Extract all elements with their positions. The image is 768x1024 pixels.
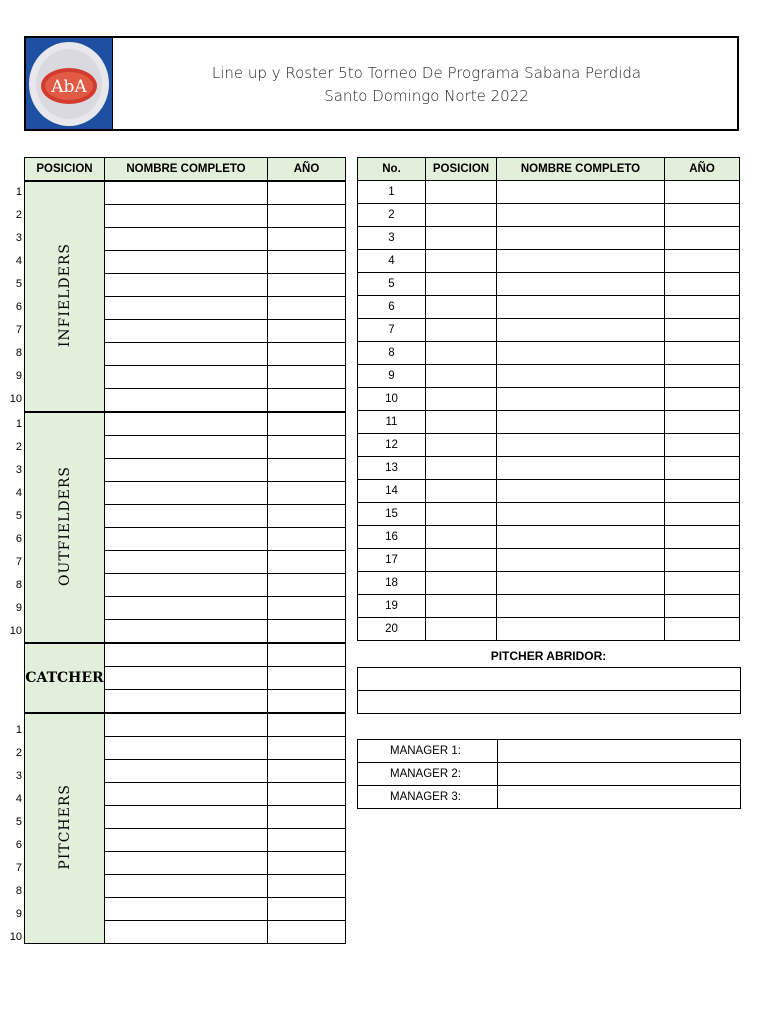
group-label-catcher [25, 643, 105, 713]
nombre-completo-cell[interactable] [105, 898, 268, 921]
roster-number: 11 [358, 411, 426, 434]
ano-cell[interactable] [268, 597, 346, 620]
posicion-cell[interactable] [426, 503, 497, 526]
roster-row [358, 526, 740, 549]
roster-number: 13 [358, 457, 426, 480]
ano-cell[interactable] [268, 320, 346, 343]
posicion-cell[interactable] [426, 342, 497, 365]
lineup-row [25, 181, 346, 205]
row-number: 2 [15, 747, 22, 759]
row-number: 4 [15, 793, 22, 805]
nombre-completo-cell[interactable] [497, 250, 665, 273]
ano-cell[interactable] [268, 574, 346, 597]
posicion-cell[interactable] [426, 526, 497, 549]
nombre-completo-cell[interactable] [105, 389, 268, 413]
ano-cell[interactable] [268, 412, 346, 436]
row-number: 4 [15, 255, 22, 267]
roster-number: 4 [358, 250, 426, 273]
posicion-cell[interactable] [426, 250, 497, 273]
posicion-cell[interactable] [426, 181, 497, 204]
nombre-completo-cell[interactable] [497, 618, 665, 641]
ano-cell[interactable] [665, 388, 740, 411]
ano-cell[interactable] [268, 228, 346, 251]
ano-cell[interactable] [665, 181, 740, 204]
ano-cell[interactable] [665, 618, 740, 641]
nombre-completo-cell[interactable] [497, 319, 665, 342]
header-nombre-completo: NOMBRE COMPLETO [497, 158, 665, 181]
manager-field[interactable] [498, 740, 741, 763]
ano-cell[interactable] [665, 572, 740, 595]
ano-cell[interactable] [268, 551, 346, 574]
row-number: 2 [15, 209, 22, 221]
nombre-completo-cell[interactable] [105, 875, 268, 898]
group-label-text: CATCHER [25, 670, 104, 686]
nombre-completo-cell[interactable] [105, 297, 268, 320]
ano-cell[interactable] [268, 737, 346, 760]
logo-text: AbA [51, 77, 87, 97]
row-number: 9 [15, 602, 22, 614]
row-number: 5 [15, 510, 22, 522]
posicion-cell[interactable] [426, 365, 497, 388]
ano-cell[interactable] [268, 829, 346, 852]
nombre-completo-cell[interactable] [105, 251, 268, 274]
roster-number: 2 [358, 204, 426, 227]
nombre-completo-cell[interactable] [105, 366, 268, 389]
nombre-completo-cell[interactable] [105, 459, 268, 482]
posicion-cell[interactable] [426, 572, 497, 595]
nombre-completo-cell[interactable] [105, 343, 268, 366]
lineup-row [25, 412, 346, 436]
ano-cell[interactable] [665, 204, 740, 227]
nombre-completo-cell[interactable] [105, 574, 268, 597]
ano-cell[interactable] [268, 343, 346, 366]
row-number: 6 [15, 301, 22, 313]
document-title [116, 62, 737, 108]
roster-row [358, 595, 740, 618]
manager-field[interactable] [498, 763, 741, 786]
header-posicion: POSICION [25, 158, 105, 182]
roster-table [357, 157, 740, 641]
posicion-cell[interactable] [426, 480, 497, 503]
roster-number: 20 [358, 618, 426, 641]
nombre-completo-cell[interactable] [105, 412, 268, 436]
group-label-text: PITCHERS [56, 784, 73, 870]
nombre-completo-cell[interactable] [105, 921, 268, 944]
nombre-completo-cell[interactable] [105, 551, 268, 574]
posicion-cell[interactable] [426, 595, 497, 618]
manager-label: MANAGER 2: [358, 763, 498, 786]
posicion-cell[interactable] [426, 388, 497, 411]
nombre-completo-cell[interactable] [105, 737, 268, 760]
roster-number: 3 [358, 227, 426, 250]
roster-row [358, 181, 740, 204]
posicion-cell[interactable] [426, 319, 497, 342]
ano-cell[interactable] [268, 898, 346, 921]
nombre-completo-cell[interactable] [105, 667, 268, 690]
roster-number: 5 [358, 273, 426, 296]
aba-logo [26, 38, 113, 129]
row-number: 9 [15, 370, 22, 382]
ano-cell[interactable] [268, 620, 346, 644]
ano-cell[interactable] [665, 457, 740, 480]
managers-table [357, 739, 741, 809]
nombre-completo-cell[interactable] [105, 620, 268, 644]
posicion-cell[interactable] [426, 411, 497, 434]
lineup-table [24, 157, 346, 944]
roster-row [358, 319, 740, 342]
roster-number: 18 [358, 572, 426, 595]
roster-number: 14 [358, 480, 426, 503]
ano-cell[interactable] [665, 595, 740, 618]
ano-cell[interactable] [665, 411, 740, 434]
ano-cell[interactable] [268, 713, 346, 737]
roster-row [358, 434, 740, 457]
document-header [24, 36, 739, 131]
ano-cell[interactable] [268, 205, 346, 228]
ano-cell[interactable] [268, 690, 346, 714]
ano-cell[interactable] [268, 366, 346, 389]
nombre-completo-cell[interactable] [497, 503, 665, 526]
roster-row [358, 480, 740, 503]
nombre-completo-cell[interactable] [497, 204, 665, 227]
manager-label: MANAGER 3: [358, 786, 498, 809]
nombre-completo-cell[interactable] [497, 342, 665, 365]
ano-cell[interactable] [268, 643, 346, 667]
nombre-completo-cell[interactable] [105, 205, 268, 228]
nombre-completo-cell[interactable] [105, 528, 268, 551]
roster-row [358, 572, 740, 595]
pitcher-abridor-table [357, 667, 741, 714]
row-number: 7 [15, 324, 22, 336]
row-number: 8 [15, 347, 22, 359]
roster-row [358, 411, 740, 434]
group-label-infielders [25, 181, 105, 412]
roster-number: 6 [358, 296, 426, 319]
nombre-completo-cell[interactable] [497, 181, 665, 204]
ano-cell[interactable] [665, 480, 740, 503]
nombre-completo-cell[interactable] [497, 526, 665, 549]
nombre-completo-cell[interactable] [105, 783, 268, 806]
header-posicion: POSICION [426, 158, 497, 181]
nombre-completo-cell[interactable] [497, 388, 665, 411]
manager-field[interactable] [498, 786, 741, 809]
ano-cell[interactable] [268, 528, 346, 551]
nombre-completo-cell[interactable] [497, 365, 665, 388]
roster-row [358, 618, 740, 641]
ano-cell[interactable] [268, 297, 346, 320]
ano-cell[interactable] [665, 227, 740, 250]
roster-number: 12 [358, 434, 426, 457]
header-ano: AÑO [665, 158, 740, 181]
manager-label: MANAGER 1: [358, 740, 498, 763]
row-number: 10 [9, 931, 22, 943]
nombre-completo-cell[interactable] [105, 643, 268, 667]
row-number: 1 [15, 418, 22, 430]
row-number: 7 [15, 556, 22, 568]
pitcher-abridor-field[interactable] [358, 691, 741, 714]
row-number: 6 [15, 839, 22, 851]
roster-row [358, 457, 740, 480]
row-number: 8 [15, 885, 22, 897]
ano-cell[interactable] [268, 251, 346, 274]
row-number: 5 [15, 816, 22, 828]
row-number: 5 [15, 278, 22, 290]
roster-row [358, 250, 740, 273]
row-number: 6 [15, 533, 22, 545]
lineup-row [25, 643, 346, 667]
group-label-text: OUTFIELDERS [56, 466, 73, 586]
nombre-completo-cell[interactable] [497, 273, 665, 296]
group-label-outfielders [25, 412, 105, 643]
title-line-1: Line up y Roster 5to Torneo De Programa Sabana Perdida [211, 64, 642, 82]
posicion-cell[interactable] [426, 618, 497, 641]
ano-cell[interactable] [268, 667, 346, 690]
ano-cell[interactable] [268, 875, 346, 898]
row-number: 8 [15, 579, 22, 591]
group-label-pitchers [25, 713, 105, 944]
nombre-completo-cell[interactable] [105, 713, 268, 737]
nombre-completo-cell[interactable] [105, 505, 268, 528]
posicion-cell[interactable] [426, 204, 497, 227]
ano-cell[interactable] [665, 365, 740, 388]
ano-cell[interactable] [268, 459, 346, 482]
row-number: 9 [15, 908, 22, 920]
ano-cell[interactable] [665, 273, 740, 296]
posicion-cell[interactable] [426, 273, 497, 296]
ano-cell[interactable] [268, 783, 346, 806]
roster-row [358, 227, 740, 250]
roster-row [358, 549, 740, 572]
header-ano: AÑO [268, 158, 346, 182]
roster-number: 15 [358, 503, 426, 526]
posicion-cell[interactable] [426, 227, 497, 250]
row-number: 2 [15, 441, 22, 453]
nombre-completo-cell[interactable] [105, 760, 268, 783]
ano-cell[interactable] [268, 389, 346, 413]
nombre-completo-cell[interactable] [497, 595, 665, 618]
roster-row [358, 342, 740, 365]
posicion-cell[interactable] [426, 549, 497, 572]
nombre-completo-cell[interactable] [105, 274, 268, 297]
group-label-text: INFIELDERS [56, 242, 73, 348]
row-number: 10 [9, 393, 22, 405]
nombre-completo-cell[interactable] [497, 457, 665, 480]
roster-number: 16 [358, 526, 426, 549]
nombre-completo-cell[interactable] [105, 829, 268, 852]
nombre-completo-cell[interactable] [105, 181, 268, 205]
ano-cell[interactable] [665, 549, 740, 572]
ano-cell[interactable] [665, 434, 740, 457]
ano-cell[interactable] [268, 274, 346, 297]
roster-number: 9 [358, 365, 426, 388]
nombre-completo-cell[interactable] [105, 852, 268, 875]
nombre-completo-cell[interactable] [105, 436, 268, 459]
ano-cell[interactable] [268, 852, 346, 875]
posicion-cell[interactable] [426, 434, 497, 457]
ano-cell[interactable] [268, 482, 346, 505]
nombre-completo-cell[interactable] [105, 482, 268, 505]
roster-row [358, 204, 740, 227]
roster-row [358, 503, 740, 526]
row-number: 7 [15, 862, 22, 874]
roster-number: 8 [358, 342, 426, 365]
roster-number: 1 [358, 181, 426, 204]
ano-cell[interactable] [268, 181, 346, 205]
row-number: 3 [15, 464, 22, 476]
nombre-completo-cell[interactable] [497, 434, 665, 457]
roster-row [358, 388, 740, 411]
ano-cell[interactable] [268, 760, 346, 783]
ano-cell[interactable] [665, 250, 740, 273]
ano-cell[interactable] [665, 526, 740, 549]
nombre-completo-cell[interactable] [497, 227, 665, 250]
row-number: 1 [15, 724, 22, 736]
pitcher-abridor-label: PITCHER ABRIDOR: [490, 649, 607, 663]
roster-number: 17 [358, 549, 426, 572]
roster-number: 10 [358, 388, 426, 411]
row-number: 3 [15, 770, 22, 782]
nombre-completo-cell[interactable] [105, 597, 268, 620]
pitcher-abridor-field[interactable] [358, 668, 741, 691]
row-number: 3 [15, 232, 22, 244]
nombre-completo-cell[interactable] [497, 411, 665, 434]
posicion-cell[interactable] [426, 457, 497, 480]
roster-row [358, 296, 740, 319]
roster-number: 19 [358, 595, 426, 618]
nombre-completo-cell[interactable] [497, 296, 665, 319]
header-nombre-completo: NOMBRE COMPLETO [105, 158, 268, 182]
row-number: 4 [15, 487, 22, 499]
ano-cell[interactable] [268, 921, 346, 944]
roster-row [358, 365, 740, 388]
nombre-completo-cell[interactable] [497, 549, 665, 572]
nombre-completo-cell[interactable] [105, 690, 268, 714]
ano-cell[interactable] [268, 436, 346, 459]
nombre-completo-cell[interactable] [105, 806, 268, 829]
header-no: No. [358, 158, 426, 181]
nombre-completo-cell[interactable] [105, 320, 268, 343]
row-number: 1 [15, 186, 22, 198]
lineup-row [25, 713, 346, 737]
roster-row [358, 273, 740, 296]
ano-cell[interactable] [665, 503, 740, 526]
ano-cell[interactable] [665, 296, 740, 319]
row-number: 10 [9, 625, 22, 637]
posicion-cell[interactable] [426, 296, 497, 319]
roster-number: 7 [358, 319, 426, 342]
title-line-2: Santo Domingo Norte 2022 [324, 87, 529, 105]
ano-cell[interactable] [268, 806, 346, 829]
ano-cell[interactable] [665, 319, 740, 342]
ano-cell[interactable] [665, 342, 740, 365]
nombre-completo-cell[interactable] [105, 228, 268, 251]
nombre-completo-cell[interactable] [497, 572, 665, 595]
nombre-completo-cell[interactable] [497, 480, 665, 503]
ano-cell[interactable] [268, 505, 346, 528]
